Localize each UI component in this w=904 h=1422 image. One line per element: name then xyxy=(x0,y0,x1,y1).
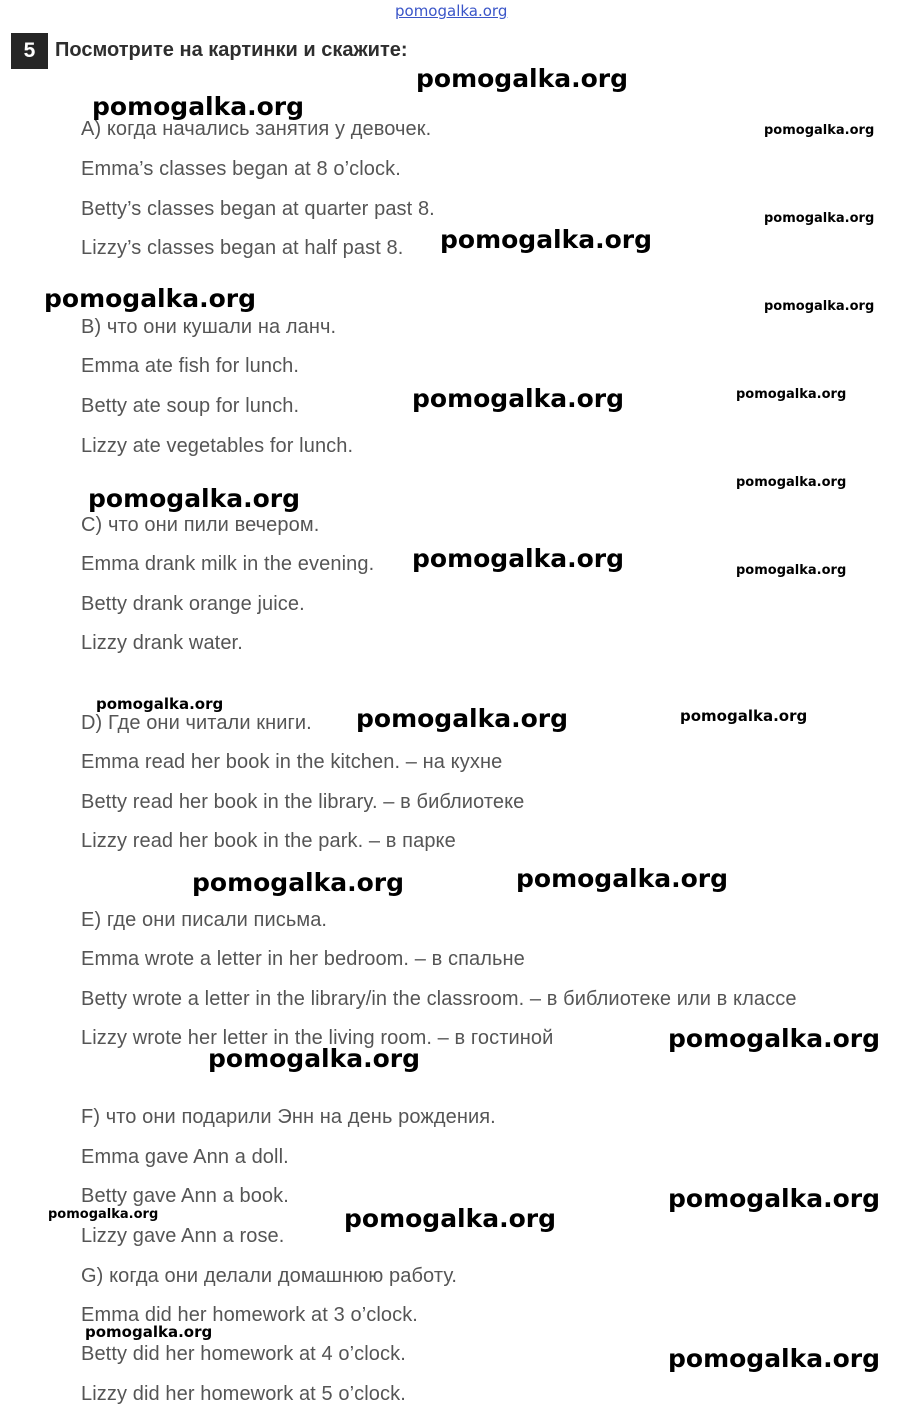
site-link[interactable]: pomogalka.org xyxy=(395,2,508,20)
task-title: Посмотрите на картинки и скажите: xyxy=(55,39,408,61)
watermark: pomogalka.org xyxy=(412,384,625,413)
watermark: pomogalka.org xyxy=(440,225,653,254)
answer-line: Betty gave Ann a book. xyxy=(81,1185,289,1207)
answer-line: Emma drank milk in the evening. xyxy=(81,553,375,575)
question-g: G) когда они делали домашнюю работу. xyxy=(81,1265,458,1287)
answer-line: Emma read her book in the kitchen. – на кухне xyxy=(81,751,503,773)
answer-line: Lizzy drank water. xyxy=(81,632,243,654)
watermark: pomogalka.org xyxy=(44,284,257,313)
watermark: pomogalka.org xyxy=(48,1207,159,1222)
watermark: pomogalka.org xyxy=(764,123,875,138)
answer-line: Emma ate fish for lunch. xyxy=(81,355,300,377)
answer-line: Emma did her homework at 3 o’clock. xyxy=(81,1304,418,1326)
watermark: pomogalka.org xyxy=(88,484,301,513)
answer-line: Lizzy gave Ann a rose. xyxy=(81,1225,285,1247)
answer-line: Lizzy did her homework at 5 o’clock. xyxy=(81,1383,406,1405)
answer-line: Emma gave Ann a doll. xyxy=(81,1146,289,1168)
watermark: pomogalka.org xyxy=(736,475,847,490)
watermark: pomogalka.org xyxy=(736,563,847,578)
answer-line: Lizzy ate vegetables for lunch. xyxy=(81,435,354,457)
task-number-badge: 5 xyxy=(11,33,48,69)
watermark: pomogalka.org xyxy=(516,864,729,893)
answer-line: Emma’s classes began at 8 o’clock. xyxy=(81,158,401,180)
answer-line: Betty did her homework at 4 o’clock. xyxy=(81,1343,406,1365)
answer-line: Lizzy read her book in the park. – в парке xyxy=(81,830,456,852)
answer-line: Betty read her book in the library. – в библиотеке xyxy=(81,791,525,813)
question-a: A) когда начались занятия у девочек. xyxy=(81,118,432,140)
watermark: pomogalka.org xyxy=(85,1323,213,1341)
question-e: E) где они писали письма. xyxy=(81,909,328,931)
watermark: pomogalka.org xyxy=(680,707,808,725)
question-c: C) что они пили вечером. xyxy=(81,514,320,536)
watermark: pomogalka.org xyxy=(668,1184,881,1213)
question-b: B) что они кушали на ланч. xyxy=(81,316,337,338)
watermark: pomogalka.org xyxy=(764,299,875,314)
answer-line: Betty’s classes began at quarter past 8. xyxy=(81,198,435,220)
watermark: pomogalka.org xyxy=(356,704,569,733)
watermark: pomogalka.org xyxy=(764,211,875,226)
answer-line: Betty drank orange juice. xyxy=(81,593,305,615)
watermark: pomogalka.org xyxy=(192,868,405,897)
watermark: pomogalka.org xyxy=(92,92,305,121)
answer-line: Betty wrote a letter in the library/in the classroom. – в библиотеке или в классе xyxy=(81,988,797,1010)
question-d: D) Где они читали книги. xyxy=(81,712,312,734)
watermark: pomogalka.org xyxy=(668,1344,881,1373)
answer-line: Emma wrote a letter in her bedroom. – в спальне xyxy=(81,948,525,970)
question-f: F) что они подарили Энн на день рождения. xyxy=(81,1106,496,1128)
answer-line: Betty ate soup for lunch. xyxy=(81,395,300,417)
watermark: pomogalka.org xyxy=(208,1044,421,1073)
answer-line: Lizzy’s classes began at half past 8. xyxy=(81,237,404,259)
answer-line: Lizzy wrote her letter in the living room. – в гостиной xyxy=(81,1027,554,1049)
watermark: pomogalka.org xyxy=(96,695,224,713)
watermark: pomogalka.org xyxy=(416,64,629,93)
watermark: pomogalka.org xyxy=(736,387,847,402)
watermark: pomogalka.org xyxy=(344,1204,557,1233)
watermark: pomogalka.org xyxy=(412,544,625,573)
watermark: pomogalka.org xyxy=(668,1024,881,1053)
